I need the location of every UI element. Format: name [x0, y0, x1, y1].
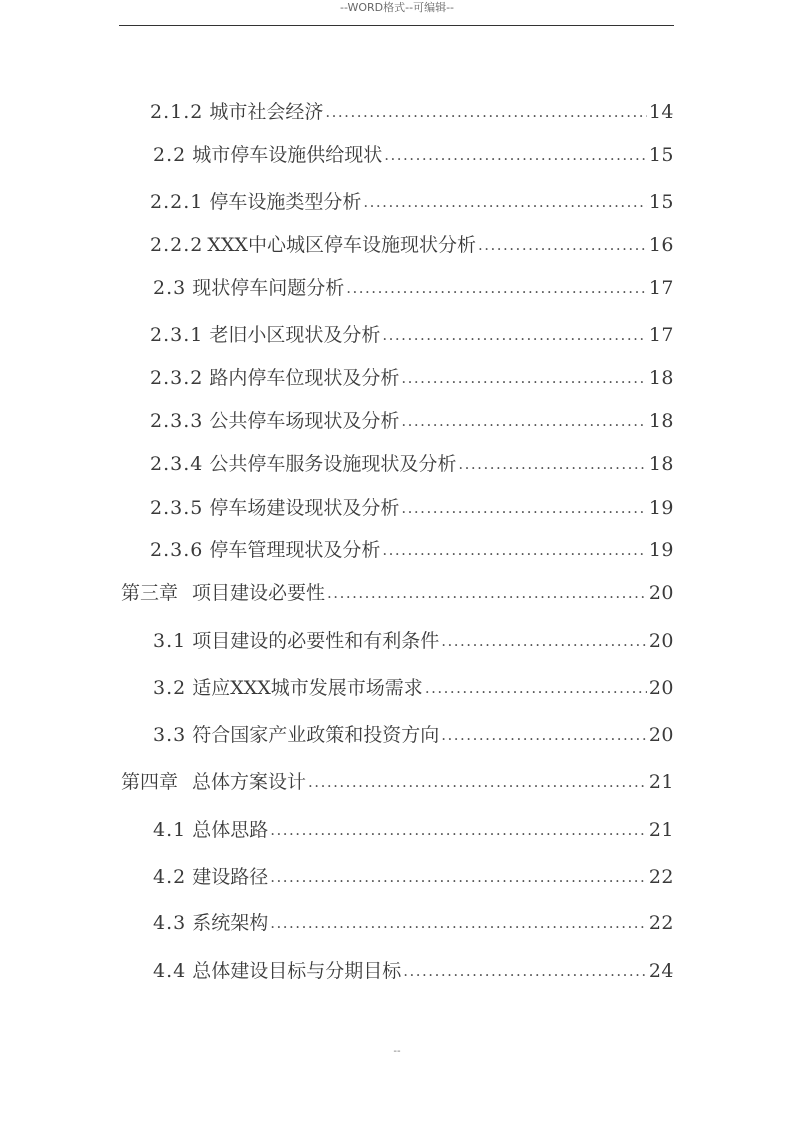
toc-entry-title: XXX中心城区停车设施现状分析: [207, 234, 476, 256]
toc-entry-page: 14: [648, 101, 674, 123]
toc-entry-2-2[interactable]: [153, 141, 674, 169]
toc-entry-title: 路内停车位现状及分析: [209, 367, 400, 389]
toc-dot-leader: [425, 674, 647, 702]
toc-dot-leader: [478, 231, 647, 259]
toc-entry-2-3-2[interactable]: [150, 364, 674, 392]
toc-entry-title: 总体方案设计: [192, 771, 307, 793]
toc-entry-page: 18: [648, 453, 674, 475]
toc-entry-3-2[interactable]: [153, 674, 674, 702]
toc-entry-page: 19: [648, 497, 674, 519]
toc-entry-2-3-4[interactable]: [150, 450, 674, 478]
toc-entry-page: 18: [648, 410, 674, 432]
toc-entry-title: 项目建设的必要性和有利条件: [192, 630, 440, 652]
toc-entry-number: 2.3.1: [150, 324, 204, 346]
toc-entry-3-3[interactable]: [153, 721, 674, 749]
toc-entry-number: 3.1: [153, 630, 187, 652]
toc-entry-number: 2.3: [153, 277, 187, 299]
toc-entry-4-3[interactable]: [153, 909, 674, 937]
toc-dot-leader: [403, 957, 647, 985]
toc-dot-leader: [346, 274, 647, 302]
page-footer: --: [393, 1046, 401, 1057]
toc-entry-page: 24: [648, 960, 674, 982]
toc-entry-2-3-6[interactable]: [150, 536, 674, 564]
toc-dot-leader: [401, 407, 646, 435]
toc-entry-title: 总体思路: [192, 819, 269, 841]
toc-entry-page: 15: [648, 144, 674, 166]
toc-entry-title: 城市社会经济: [209, 101, 324, 123]
toc-entry-number: 2.2: [153, 144, 187, 166]
toc-dot-leader: [308, 768, 647, 796]
toc-dot-leader: [325, 98, 646, 126]
toc-entry-page: 16: [648, 234, 674, 256]
toc-entry-title: 公共停车场现状及分析: [209, 410, 400, 432]
toc-dot-leader: [401, 494, 646, 522]
toc-dot-leader: [401, 364, 646, 392]
toc-entry-title: 停车管理现状及分析: [209, 539, 381, 561]
toc-entry-title: 适应XXX城市发展市场需求: [192, 677, 423, 699]
toc-dot-leader: [327, 579, 647, 607]
toc-entry-title: 系统架构: [192, 912, 269, 934]
toc-entry-title: 现状停车问题分析: [192, 277, 345, 299]
toc-dot-leader: [270, 816, 647, 844]
toc-entry-number: 4.2: [153, 866, 187, 888]
toc-entry-number: 3.2: [153, 677, 187, 699]
toc-entry-page: 15: [648, 191, 674, 213]
toc-dot-leader: [382, 321, 646, 349]
toc-entry-title: 项目建设必要性: [192, 582, 326, 604]
toc-entry-title: 建设路径: [192, 866, 269, 888]
toc-dot-leader: [441, 627, 647, 655]
toc-entry-chapter-4[interactable]: [121, 768, 674, 796]
toc-entry-page: 19: [648, 539, 674, 561]
toc-entry-2-3-5[interactable]: [150, 494, 674, 522]
toc-entry-4-4[interactable]: [153, 957, 674, 985]
toc-entry-number: 2.3.3: [150, 410, 204, 432]
toc-entry-page: 20: [648, 724, 674, 746]
toc-entry-number: 第三章: [121, 582, 179, 604]
page-header: --WORD格式--可编辑--: [339, 1, 455, 14]
toc-entry-title: 老旧小区现状及分析: [209, 324, 381, 346]
toc-entry-2-2-2[interactable]: [150, 231, 674, 259]
toc-entry-number: 4.3: [153, 912, 187, 934]
toc-entry-page: 20: [648, 677, 674, 699]
toc-entry-title: 符合国家产业政策和投资方向: [192, 724, 440, 746]
toc-entry-2-3[interactable]: [153, 274, 674, 302]
toc-entry-page: 22: [648, 912, 674, 934]
toc-dot-leader: [270, 863, 647, 891]
toc-entry-number: 4.1: [153, 819, 187, 841]
toc-entry-page: 20: [648, 582, 674, 604]
toc-dot-leader: [458, 450, 646, 478]
toc-dot-leader: [363, 188, 646, 216]
toc-entry-chapter-3[interactable]: [121, 579, 674, 607]
toc-entry-page: 20: [648, 630, 674, 652]
toc-dot-leader: [441, 721, 647, 749]
toc-entry-number: 2.3.4: [150, 453, 204, 475]
toc-entry-page: 18: [648, 367, 674, 389]
toc-entry-number: 第四章: [121, 771, 179, 793]
toc-entry-page: 21: [648, 771, 674, 793]
toc-entry-number: 2.3.5: [150, 497, 204, 519]
toc-entry-page: 17: [648, 277, 674, 299]
toc-dot-leader: [270, 909, 647, 937]
toc-entry-2-3-1[interactable]: [150, 321, 674, 349]
toc-dot-leader: [382, 536, 646, 564]
toc-entry-2-3-3[interactable]: [150, 407, 674, 435]
toc-entry-3-1[interactable]: [153, 627, 674, 655]
toc-entry-2-2-1[interactable]: [150, 188, 674, 216]
toc-entry-page: 21: [648, 819, 674, 841]
toc-entry-title: 总体建设目标与分期目标: [192, 960, 402, 982]
toc-entry-4-1[interactable]: [153, 816, 674, 844]
toc-entry-number: 2.2.1: [150, 191, 204, 213]
toc-entry-number: 2.2.2: [150, 234, 204, 256]
toc-entry-number: 2.3.2: [150, 367, 204, 389]
toc-entry-number: 4.4: [153, 960, 187, 982]
toc-entry-2-1-2[interactable]: [150, 98, 674, 126]
toc-entry-title: 公共停车服务设施现状及分析: [209, 453, 457, 475]
toc-entry-title: 城市停车设施供给现状: [192, 144, 383, 166]
toc-entry-number: 2.3.6: [150, 539, 204, 561]
toc-dot-leader: [384, 141, 647, 169]
toc-entry-page: 17: [648, 324, 674, 346]
toc-entry-page: 22: [648, 866, 674, 888]
toc-entry-number: 2.1.2: [150, 101, 204, 123]
toc-entry-title: 停车场建设现状及分析: [209, 497, 400, 519]
toc-entry-4-2[interactable]: [153, 863, 674, 891]
toc-entry-number: 3.3: [153, 724, 187, 746]
toc-entry-title: 停车设施类型分析: [209, 191, 362, 213]
